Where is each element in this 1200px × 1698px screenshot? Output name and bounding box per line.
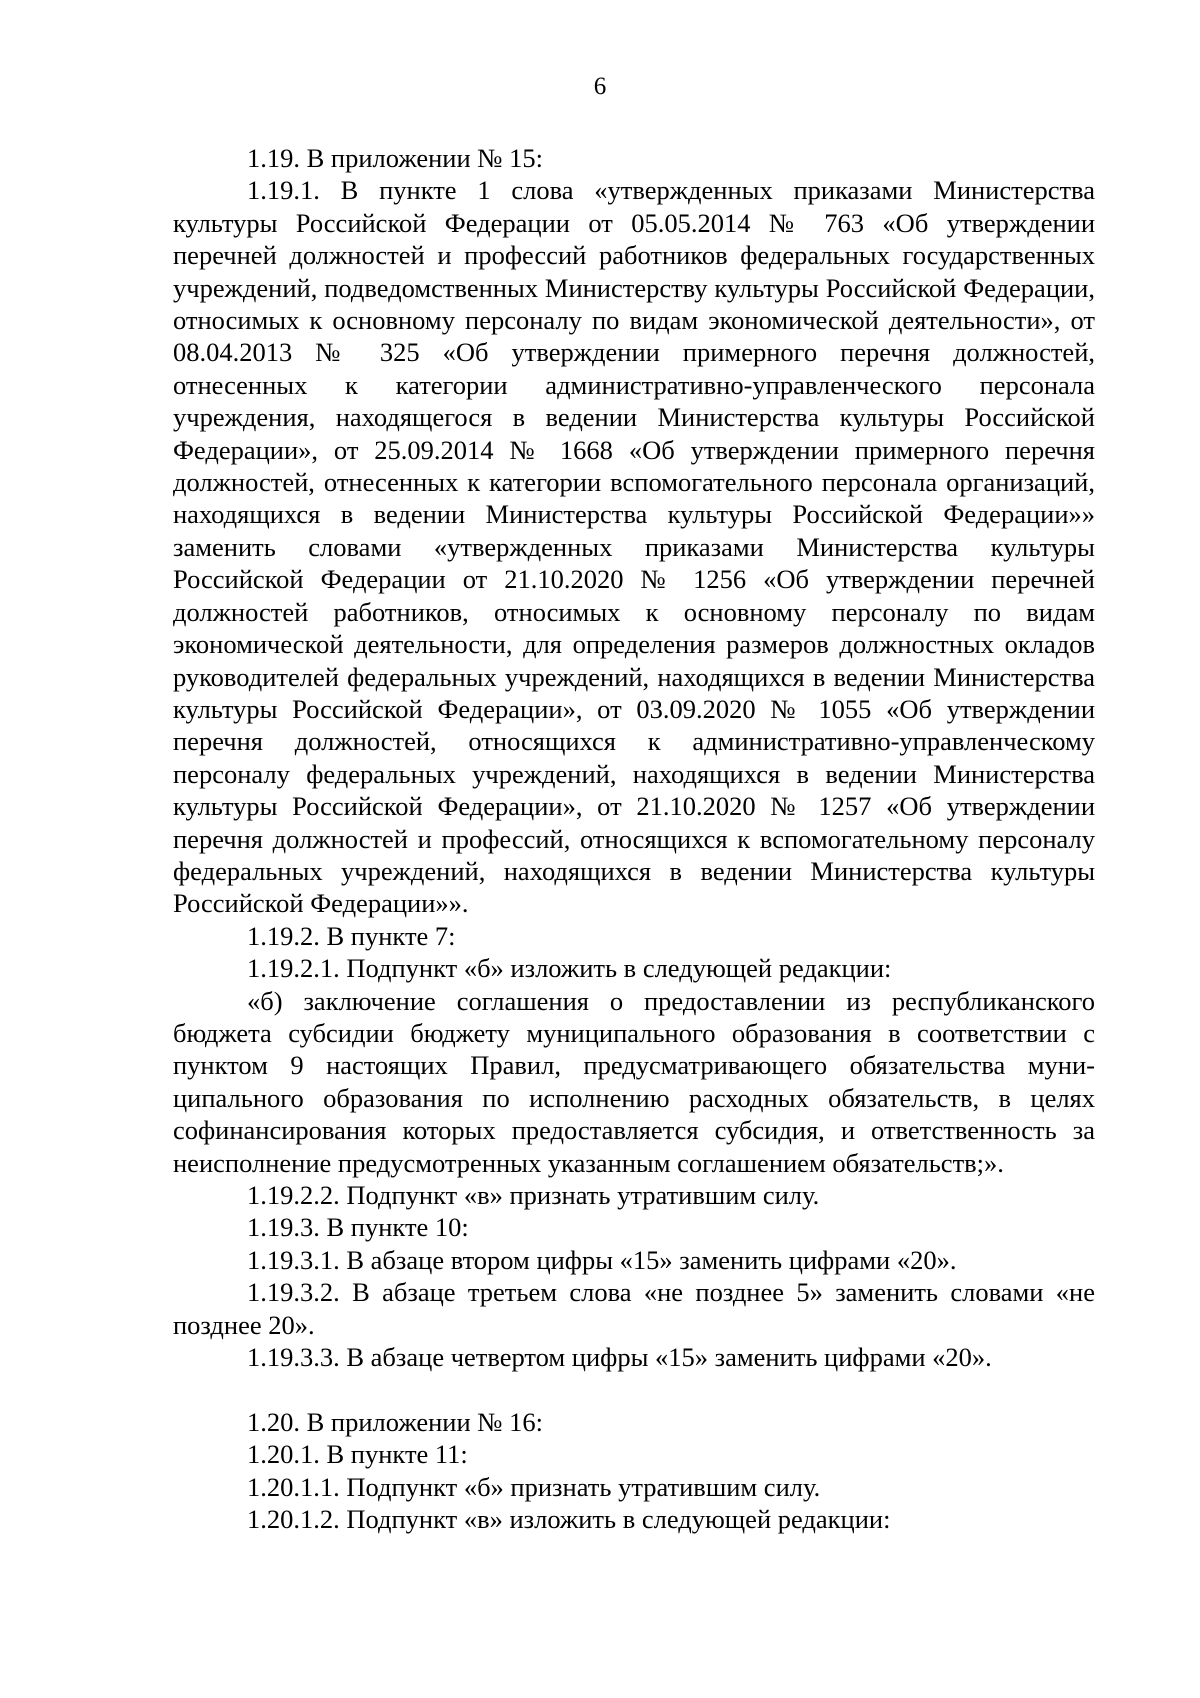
page-number: 6 bbox=[593, 73, 607, 100]
document-body bbox=[173, 142, 1095, 1535]
paragraph-1-19: 1.19. В приложении № 15: bbox=[247, 143, 544, 173]
paragraph-1-19-3: 1.19.3. В пункте 10: bbox=[247, 1212, 469, 1243]
paragraph-1-19-2-2: 1.19.2.2. Подпункт «в» признать утратившим силу. bbox=[247, 1180, 820, 1210]
paragraph-1-20-1: 1.20.1. В пункте 11: bbox=[247, 1439, 468, 1470]
paragraph-1-19-3-2: 1.19.3.2. В абзаце третьем слова «не позднее 5» заменить словами «не позднее 20». bbox=[173, 1277, 1095, 1340]
paragraph-1-20: 1.20. В приложении № 16: bbox=[247, 1406, 544, 1437]
paragraph-subpoint-b-text: «б) заключение соглашения о предоставлении из республиканского бюджета субсидии бюджету муниципального образования в соответствии с пунктом 9 настоящих Правил, предусматривающего обязательства муниципального образования по исполнению расходных обязательств, в целях софинансирования которых предоставляется субсидия, и ответственность за неисполнение предусмотренных указанным соглашением обязательств;». bbox=[173, 985, 1095, 1178]
paragraph-1-19-3-3: 1.19.3.3. В абзаце четвертом цифры «15» заменить цифрами «20». bbox=[247, 1342, 992, 1373]
paragraph-1-20-1-2: 1.20.1.2. Подпункт «в» изложить в следующей редакции: bbox=[247, 1504, 891, 1535]
paragraph-1-19-1: 1.19.1. В пункте 1 слова «утвержденных приказами Министерства культуры Российской Федерации от 05.05.2014 № 763 «Об утверждении перечней должностей и профессий работников федеральных государственных учреждений, подведомственных Министерству культуры Российской Федерации, относимых к основному персоналу по видам экономической деятельности», от 08.04.2013 № 325 «Об утверждении примерного перечня должностей, отнесенных к категории административно-управленческого персонала учреждения, находящегося в ведении Министерства культуры Российской Федерации», от 25.09.2014 № 1668 «Об утверждении примерного перечня должностей, отнесенных к категории вспомогательного персонала организаций, находящихся в ведении Министерства культуры Российской Федерации»» заменить словами «утвержденных приказами Министерства культуры Российской Федерации от 21.10.2020 № 1256 «Об утверждении перечней должностей работников, относимых к основному персоналу по видам экономической деятельности, для определения размеров должностных окладов руководителей федеральных учреждений, находящихся в ведении Министерства культуры Российской Федерации», от 03.09.2020 № 1055 «Об утверждении перечня должностей, относящихся к административно-управленческому персоналу федеральных учреждений, находящихся в ведении Министерства культуры Российской Федерации», от 21.10.2020 № 1257 «Об утверждении перечня должностей и профессий, относящихся к вспомогательному персоналу федеральных учреждений, находящихся в ведении Министерства культуры Российской Федерации»». bbox=[173, 175, 1095, 919]
paragraph-1-19-2-1: 1.19.2.1. Подпункт «б» изложить в следующей редакции: bbox=[247, 953, 892, 984]
paragraph-1-20-1-1: 1.20.1.1. Подпункт «б» признать утратившим силу. bbox=[247, 1471, 821, 1502]
paragraph-1-19-3-1: 1.19.3.1. В абзаце втором цифры «15» заменить цифрами «20». bbox=[247, 1244, 957, 1275]
paragraph-1-19-2: 1.19.2. В пункте 7: bbox=[247, 920, 456, 951]
